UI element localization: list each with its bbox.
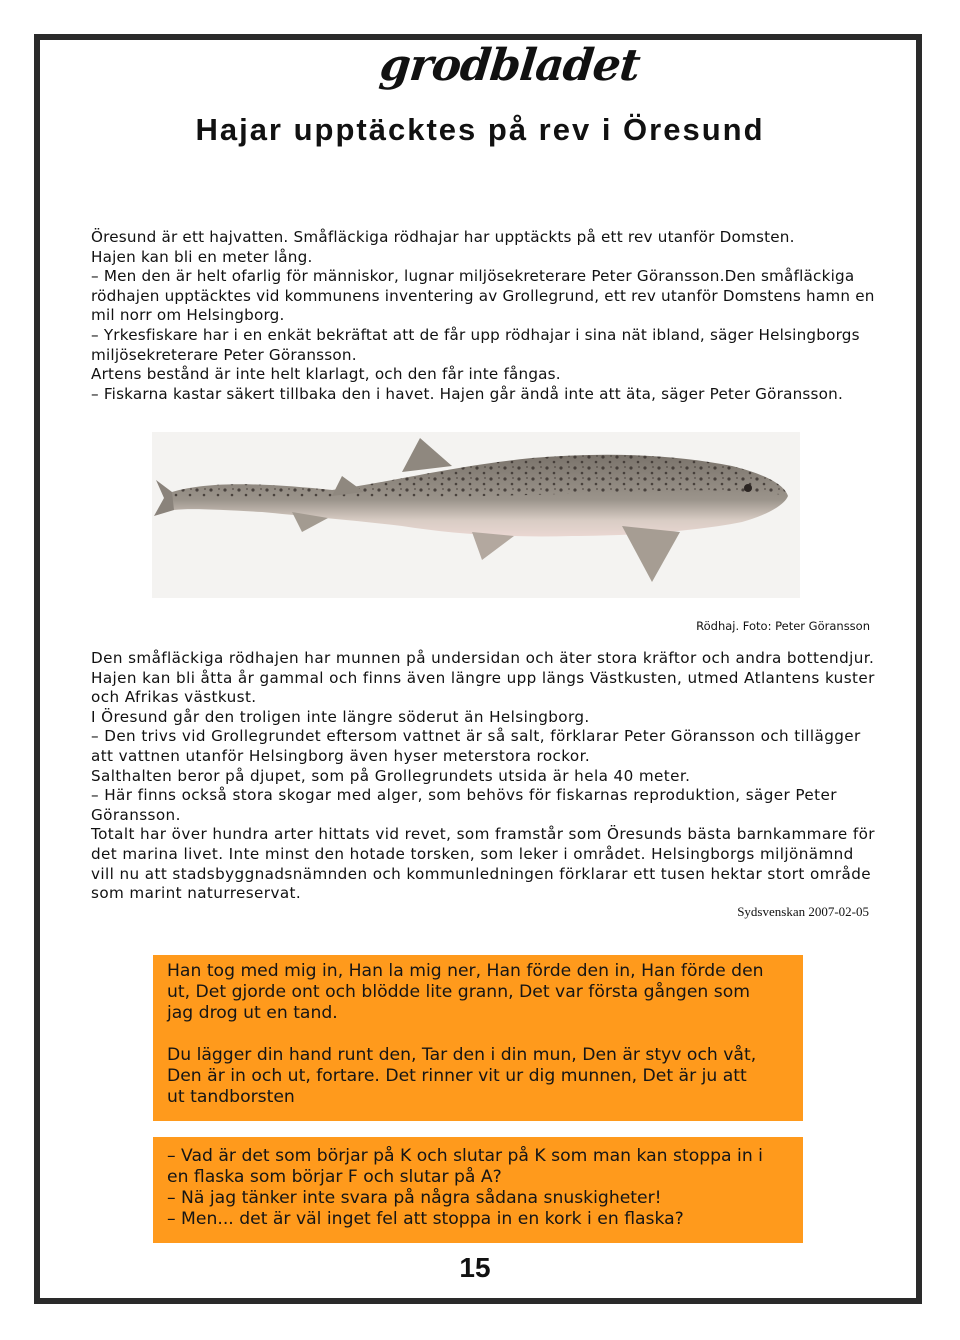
joke-line: Du lägger din hand runt den, Tar den i din mun, Den är styv och våt, [167, 1045, 757, 1065]
body-paragraph: – Den trivs vid Grollegrundet eftersom vattnet är så salt, förklarar Peter Göransson och tillägger att vattnen utanför Helsingborg även hyser meterstora rockor. [91, 727, 861, 765]
intro-paragraph: Artens bestånd är inte helt klarlagt, och den får inte fångas. [91, 365, 561, 384]
body-paragraph: Den småfläckiga rödhajen har munnen på undersidan och äter stora kräftor och andra bottendjur. Hajen kan bli åtta år gammal och finns även längre upp längs Västkusten, utmed Atlantens kuster och Afrikas västkust. [91, 649, 875, 707]
shark-photo [152, 432, 800, 598]
body-paragraph: Totalt har över hundra arter hittats vid revet, som framstår som Öresunds bästa barnkammare för det marina livet. Inte minst den hotade torsken, som leker i området. Helsingborgs miljönämnd vill nu att stadsbyggnadsnämnden och kommunledningen förklarar ett tusen hektar stort område som marint naturreservat. [91, 825, 875, 903]
body-paragraph: Salthalten beror på djupet, som på Grollegrundets utsida är hela 40 meter. [91, 766, 691, 785]
photo-caption [670, 619, 870, 633]
grodbladet-logo: grodbladet [377, 40, 642, 91]
article-source: Sydsvenskan 2007-02-05 [737, 904, 869, 919]
article-title: Hajar upptäcktes på rev i Öresund [195, 112, 765, 147]
article-intro [91, 228, 881, 404]
joke-box [153, 955, 803, 1121]
joke-line: – Men... det är väl inget fel att stoppa in en kork i en flaska? [167, 1209, 684, 1229]
intro-paragraph: – Men den är helt ofarlig för människor, lugnar miljösekreterare Peter Göransson.Den småfläckiga rödhajen upptäcktes vid kommunens inventering av Grollegrund, ett rev utanför Domstens hamn en mil norr om Helsingborg. [91, 267, 875, 325]
intro-paragraph: Öresund är ett hajvatten. Småfläckiga rödhajar har upptäckts på ett rev utanför Domsten. [91, 228, 795, 246]
joke-line: en flaska som börjar F och slutar på A? [167, 1167, 502, 1187]
intro-paragraph: – Fiskarna kastar säkert tillbaka den i havet. Hajen går ändå inte att äta, säger Peter Göransson. [91, 384, 843, 403]
joke-line: ut tandborsten [167, 1087, 295, 1107]
body-paragraph: – Här finns också stora skogar med alger, som behövs för fiskarnas reproduktion, säger Peter Göransson. [91, 786, 837, 824]
joke-box [153, 1137, 803, 1243]
body-paragraph: I Öresund går den troligen inte längre söderut än Helsingborg. [91, 707, 590, 726]
joke-line: Han tog med mig in, Han la mig ner, Han förde den in, Han förde den [167, 961, 764, 981]
joke-line: ut, Det gjorde ont och blödde lite grann, Det var första gången som [167, 982, 750, 1002]
joke-line: – Nä jag tänker inte svara på några sådana snuskigheter! [167, 1188, 662, 1208]
caption-credit: Foto: Peter Göransson [742, 619, 870, 633]
intro-paragraph: – Yrkesfiskare har i en enkät bekräftat att de får upp rödhajar i sina nät ibland, säger Helsingborgs miljösekreterare Peter Göransson. [91, 325, 860, 364]
caption-title: Rödhaj. [696, 619, 740, 633]
joke-line: Den är in och ut, fortare. Det rinner vit ur dig munnen, Det är ju att [167, 1066, 747, 1086]
shark-illustration [152, 432, 800, 598]
joke-line: jag drog ut en tand. [167, 1003, 338, 1023]
article-body [91, 649, 881, 904]
page-number: 15 [459, 1252, 491, 1283]
stanza-gap [167, 1024, 793, 1045]
joke-line: – Vad är det som börjar på K och slutar på K som man kan stoppa in i [167, 1146, 763, 1166]
intro-paragraph: Hajen kan bli en meter lång. [91, 247, 313, 266]
